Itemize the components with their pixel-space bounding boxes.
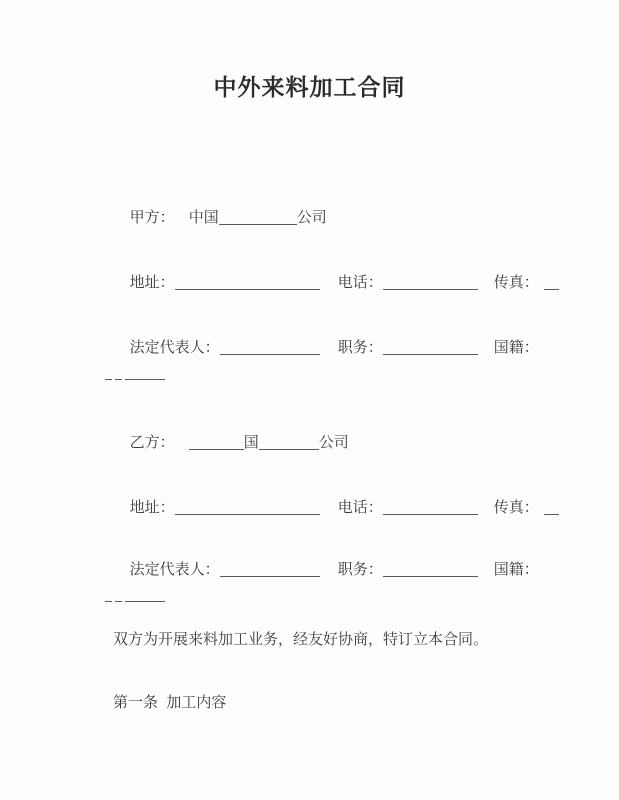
party-a-legal-rep-line (113, 319, 539, 375)
party-b-country-char: 国 (243, 434, 259, 451)
document-title: 中外来料加工合同 (213, 74, 406, 100)
party-b-phone-blank (383, 500, 478, 515)
party-b-legal-rep-blank (220, 562, 320, 577)
phone-label: 电话： (337, 274, 383, 291)
nationality-label: 国籍： (493, 339, 539, 356)
party-b-fax-blank (544, 500, 559, 515)
party-b-label: 乙方： (129, 434, 175, 451)
party-b-address-line (113, 479, 559, 535)
party-a-nationality-blank (115, 365, 122, 380)
party-a-legal-rep-blank (220, 340, 320, 355)
party-b-position-blank (383, 562, 478, 577)
party-a-company-blank (219, 210, 297, 225)
contract-intro-text: 双方为开展来料加工业务，经友好协商，特订立本合同。 (113, 631, 489, 648)
party-a-nationality-continuation (88, 344, 165, 400)
party-a-address-blank (175, 275, 320, 290)
party-a-line (113, 189, 327, 245)
party-a-position-blank (383, 340, 478, 355)
party-b-line (113, 414, 349, 470)
party-a-fax-blank (544, 275, 559, 290)
party-a-country-prefix: 中国 (188, 209, 219, 226)
party-a-label: 甲方： (129, 209, 175, 226)
position-label: 职务： (337, 561, 383, 578)
article-1-heading: 第一条 加工内容 (113, 694, 227, 711)
party-a-address-line (113, 254, 559, 310)
fax-label: 传真： (493, 499, 539, 516)
party-b-company-suffix: 公司 (318, 434, 349, 451)
nationality-label: 国籍： (493, 561, 539, 578)
phone-label: 电话： (337, 499, 383, 516)
party-a-nationality-blank (125, 365, 165, 380)
party-b-nationality-blank (105, 587, 112, 602)
fax-label: 传真： (493, 274, 539, 291)
party-a-company-suffix: 公司 (296, 209, 327, 226)
position-label: 职务： (337, 339, 383, 356)
legal-rep-label: 法定代表人： (129, 561, 220, 578)
party-a-phone-blank (383, 275, 478, 290)
address-label: 地址： (129, 499, 175, 516)
legal-rep-label: 法定代表人： (129, 339, 220, 356)
party-b-address-blank (175, 500, 320, 515)
party-b-nationality-continuation (88, 566, 165, 622)
party-b-company-blank (259, 435, 319, 450)
party-b-country-blank (189, 435, 244, 450)
address-label: 地址： (129, 274, 175, 291)
party-b-legal-rep-line (113, 541, 539, 597)
party-a-nationality-blank (105, 365, 112, 380)
party-b-nationality-blank (125, 587, 165, 602)
party-b-nationality-blank (115, 587, 122, 602)
